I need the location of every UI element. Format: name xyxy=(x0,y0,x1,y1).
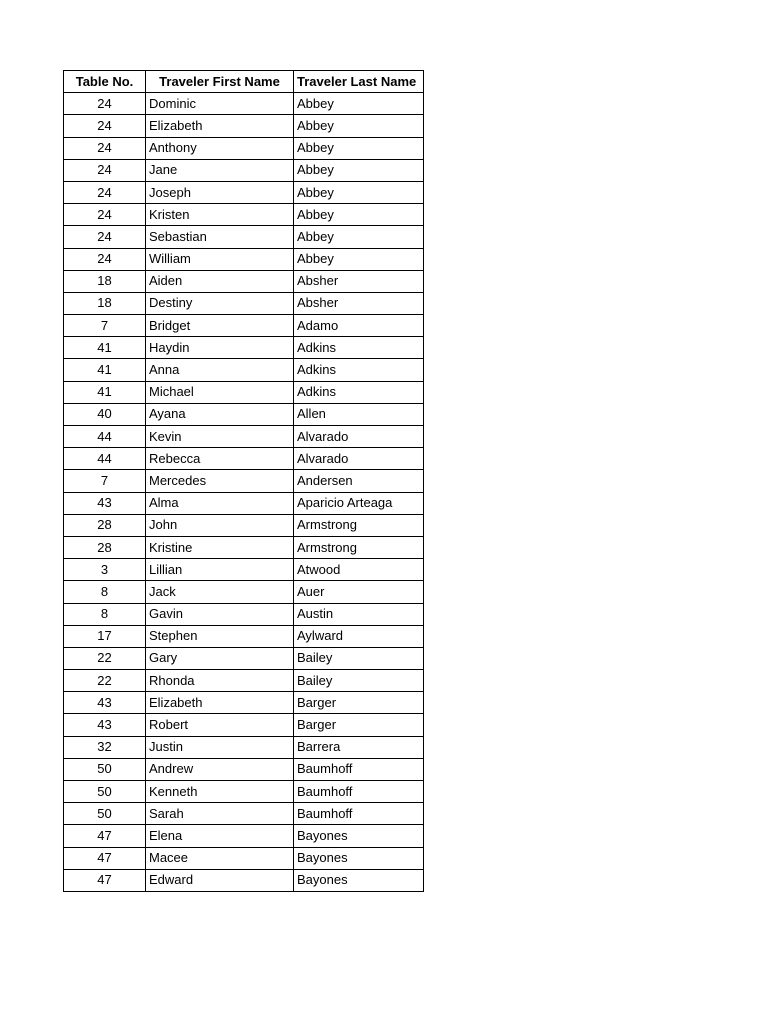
cell-first-name: Bridget xyxy=(146,315,294,337)
cell-first-name: Alma xyxy=(146,492,294,514)
table-row xyxy=(64,647,424,669)
cell-last-name: Abbey xyxy=(294,204,424,226)
cell-first-name: Macee xyxy=(146,847,294,869)
table-row xyxy=(64,448,424,470)
cell-table-no: 44 xyxy=(64,448,146,470)
cell-table-no: 7 xyxy=(64,470,146,492)
cell-last-name: Allen xyxy=(294,403,424,425)
table-row xyxy=(64,248,424,270)
traveler-table xyxy=(63,70,424,892)
cell-first-name: Gary xyxy=(146,647,294,669)
cell-last-name: Abbey xyxy=(294,248,424,270)
cell-last-name: Absher xyxy=(294,292,424,314)
cell-table-no: 28 xyxy=(64,536,146,558)
cell-first-name: Elizabeth xyxy=(146,692,294,714)
cell-first-name: Kenneth xyxy=(146,781,294,803)
cell-first-name: John xyxy=(146,514,294,536)
table-row xyxy=(64,581,424,603)
cell-last-name: Bailey xyxy=(294,670,424,692)
cell-first-name: Edward xyxy=(146,869,294,891)
table-row xyxy=(64,736,424,758)
table-body xyxy=(64,93,424,892)
table-row xyxy=(64,670,424,692)
cell-table-no: 41 xyxy=(64,337,146,359)
cell-first-name: William xyxy=(146,248,294,270)
cell-first-name: Kevin xyxy=(146,426,294,448)
header-first-name: Traveler First Name xyxy=(146,71,294,93)
table-row xyxy=(64,159,424,181)
table-row xyxy=(64,226,424,248)
cell-first-name: Andrew xyxy=(146,758,294,780)
cell-table-no: 24 xyxy=(64,248,146,270)
cell-table-no: 50 xyxy=(64,758,146,780)
header-last-name: Traveler Last Name xyxy=(294,71,424,93)
table-row xyxy=(64,115,424,137)
cell-last-name: Adkins xyxy=(294,381,424,403)
cell-table-no: 41 xyxy=(64,359,146,381)
cell-first-name: Rhonda xyxy=(146,670,294,692)
cell-last-name: Aparicio Arteaga xyxy=(294,492,424,514)
cell-last-name: Armstrong xyxy=(294,536,424,558)
cell-table-no: 8 xyxy=(64,603,146,625)
table-row xyxy=(64,470,424,492)
cell-table-no: 43 xyxy=(64,714,146,736)
cell-first-name: Justin xyxy=(146,736,294,758)
cell-first-name: Elena xyxy=(146,825,294,847)
table-row xyxy=(64,204,424,226)
cell-last-name: Bailey xyxy=(294,647,424,669)
cell-first-name: Rebecca xyxy=(146,448,294,470)
cell-last-name: Auer xyxy=(294,581,424,603)
cell-last-name: Alvarado xyxy=(294,448,424,470)
cell-first-name: Ayana xyxy=(146,403,294,425)
cell-last-name: Abbey xyxy=(294,93,424,115)
cell-last-name: Abbey xyxy=(294,226,424,248)
cell-table-no: 50 xyxy=(64,803,146,825)
cell-first-name: Dominic xyxy=(146,93,294,115)
cell-table-no: 22 xyxy=(64,670,146,692)
cell-table-no: 40 xyxy=(64,403,146,425)
cell-first-name: Destiny xyxy=(146,292,294,314)
table-row xyxy=(64,758,424,780)
table-row xyxy=(64,603,424,625)
table-row xyxy=(64,315,424,337)
table-row xyxy=(64,847,424,869)
table-row xyxy=(64,337,424,359)
cell-table-no: 41 xyxy=(64,381,146,403)
cell-table-no: 24 xyxy=(64,137,146,159)
cell-first-name: Michael xyxy=(146,381,294,403)
table-row xyxy=(64,536,424,558)
cell-first-name: Jane xyxy=(146,159,294,181)
header-table-no: Table No. xyxy=(64,71,146,93)
table-row xyxy=(64,137,424,159)
table-row xyxy=(64,426,424,448)
cell-last-name: Aylward xyxy=(294,625,424,647)
cell-first-name: Haydin xyxy=(146,337,294,359)
cell-table-no: 18 xyxy=(64,270,146,292)
cell-table-no: 50 xyxy=(64,781,146,803)
cell-last-name: Abbey xyxy=(294,181,424,203)
cell-last-name: Baumhoff xyxy=(294,803,424,825)
cell-first-name: Kristine xyxy=(146,536,294,558)
cell-first-name: Sarah xyxy=(146,803,294,825)
cell-table-no: 32 xyxy=(64,736,146,758)
cell-table-no: 47 xyxy=(64,825,146,847)
cell-table-no: 22 xyxy=(64,647,146,669)
cell-table-no: 7 xyxy=(64,315,146,337)
table-row xyxy=(64,403,424,425)
cell-first-name: Gavin xyxy=(146,603,294,625)
roster-sheet xyxy=(63,70,424,892)
cell-last-name: Baumhoff xyxy=(294,758,424,780)
cell-last-name: Austin xyxy=(294,603,424,625)
table-row xyxy=(64,514,424,536)
cell-first-name: Aiden xyxy=(146,270,294,292)
cell-table-no: 24 xyxy=(64,159,146,181)
cell-table-no: 8 xyxy=(64,581,146,603)
cell-last-name: Adkins xyxy=(294,337,424,359)
cell-last-name: Adamo xyxy=(294,315,424,337)
cell-table-no: 24 xyxy=(64,181,146,203)
table-row xyxy=(64,825,424,847)
cell-last-name: Adkins xyxy=(294,359,424,381)
cell-table-no: 17 xyxy=(64,625,146,647)
cell-first-name: Robert xyxy=(146,714,294,736)
cell-last-name: Absher xyxy=(294,270,424,292)
table-row xyxy=(64,381,424,403)
cell-table-no: 43 xyxy=(64,492,146,514)
table-row xyxy=(64,292,424,314)
cell-table-no: 47 xyxy=(64,869,146,891)
cell-first-name: Elizabeth xyxy=(146,115,294,137)
table-row xyxy=(64,492,424,514)
table-row xyxy=(64,625,424,647)
cell-table-no: 24 xyxy=(64,115,146,137)
cell-last-name: Abbey xyxy=(294,159,424,181)
table-row xyxy=(64,869,424,891)
cell-last-name: Abbey xyxy=(294,115,424,137)
table-row xyxy=(64,270,424,292)
cell-table-no: 24 xyxy=(64,93,146,115)
cell-last-name: Baumhoff xyxy=(294,781,424,803)
table-row xyxy=(64,714,424,736)
cell-last-name: Bayones xyxy=(294,847,424,869)
cell-first-name: Joseph xyxy=(146,181,294,203)
cell-last-name: Bayones xyxy=(294,825,424,847)
cell-last-name: Abbey xyxy=(294,137,424,159)
cell-table-no: 47 xyxy=(64,847,146,869)
cell-last-name: Barger xyxy=(294,714,424,736)
table-row xyxy=(64,559,424,581)
cell-first-name: Sebastian xyxy=(146,226,294,248)
cell-first-name: Stephen xyxy=(146,625,294,647)
cell-last-name: Alvarado xyxy=(294,426,424,448)
table-row xyxy=(64,359,424,381)
cell-table-no: 24 xyxy=(64,204,146,226)
cell-table-no: 28 xyxy=(64,514,146,536)
cell-table-no: 44 xyxy=(64,426,146,448)
cell-last-name: Armstrong xyxy=(294,514,424,536)
table-row xyxy=(64,781,424,803)
cell-last-name: Atwood xyxy=(294,559,424,581)
cell-last-name: Andersen xyxy=(294,470,424,492)
cell-last-name: Barrera xyxy=(294,736,424,758)
cell-first-name: Lillian xyxy=(146,559,294,581)
cell-first-name: Jack xyxy=(146,581,294,603)
table-row xyxy=(64,803,424,825)
cell-last-name: Bayones xyxy=(294,869,424,891)
cell-first-name: Kristen xyxy=(146,204,294,226)
table-row xyxy=(64,93,424,115)
cell-table-no: 3 xyxy=(64,559,146,581)
cell-last-name: Barger xyxy=(294,692,424,714)
header-row xyxy=(64,71,424,93)
cell-table-no: 43 xyxy=(64,692,146,714)
cell-first-name: Anna xyxy=(146,359,294,381)
cell-table-no: 18 xyxy=(64,292,146,314)
table-row xyxy=(64,692,424,714)
cell-first-name: Anthony xyxy=(146,137,294,159)
cell-table-no: 24 xyxy=(64,226,146,248)
cell-first-name: Mercedes xyxy=(146,470,294,492)
table-row xyxy=(64,181,424,203)
